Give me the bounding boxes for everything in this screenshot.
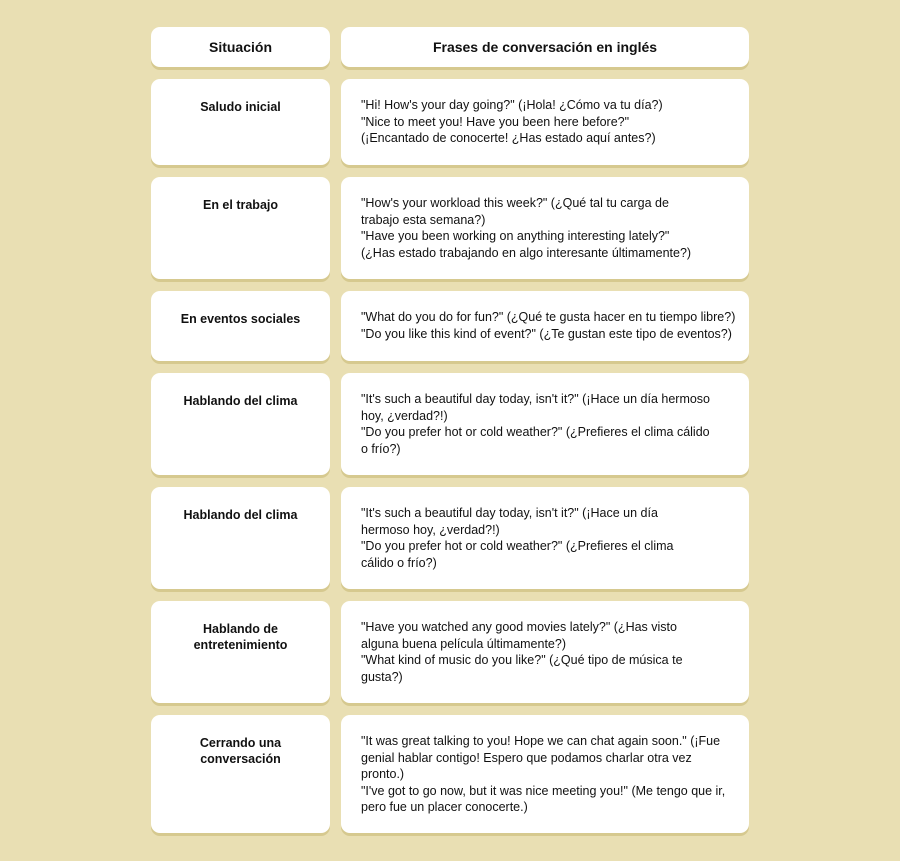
phrases-cell [341,487,749,589]
phrase-line: (¿Has estado trabajando en algo interesante últimamente?) [361,245,692,260]
header-phrases-label: Frases de conversación en inglés [432,39,658,55]
phrase-line: genial hablar contigo! Espero que podamos charlar otra vez [361,750,692,765]
situation-text: Hablando del clima [183,508,298,522]
situation-text: Cerrando una [199,736,282,750]
phrase-line: "Have you been working on anything interesting lately?" [361,229,670,243]
situation-text: En el trabajo [202,198,279,212]
phrase-line: "I've got to go now, but it was nice meeting you!" (Me tengo que ir, [361,783,726,798]
phrase-line: "It was great talking to you! Hope we can chat again soon." (¡Fue [361,734,721,748]
phrases-cell [341,177,749,279]
situation-cell [151,715,330,833]
situation-cell [151,373,330,475]
situation-text: Saludo inicial [200,100,281,114]
situation-cell [151,601,330,703]
situation-text: Hablando de [202,622,278,636]
situation-cell [151,291,330,361]
phrases-cell [341,601,749,703]
phrases-cell [341,715,749,833]
situation-cell [151,177,330,279]
phrase-line: "Do you prefer hot or cold weather?" (¿Prefieres el clima cálido [361,425,710,439]
phrase-line: hoy, ¿verdad?!) [361,408,448,423]
phrase-line: pero fue un placer conocerte.) [361,800,528,814]
header-phrases [341,27,749,67]
phrase-line: hermoso hoy, ¿verdad?!) [361,522,500,537]
situation-text: Hablando del clima [183,394,298,408]
phrase-line: gusta?) [361,669,403,684]
phrase-line: (¡Encantado de conocerte! ¿Has estado aquí antes?) [361,131,656,145]
phrase-line: trabajo esta semana?) [361,212,486,227]
situation-cell [151,487,330,589]
phrase-line: "It's such a beautiful day today, isn't it?" (¡Hace un día hermoso [361,392,711,406]
phrase-line: "What kind of music do you like?" (¿Qué tipo de música te [361,653,683,667]
phrase-line: "Do you prefer hot or cold weather?" (¿Prefieres el clima [361,539,674,553]
header-situation [151,27,330,67]
phrase-line: "What do you do for fun?" (¿Qué te gusta hacer en tu tiempo libre?) [361,310,736,324]
situation-text: entretenimiento [193,638,288,652]
phrases-cell [341,291,749,361]
situation-text: En eventos sociales [180,312,301,326]
phrases-cell [341,79,749,165]
phrase-line: "How's your workload this week?" (¿Qué tal tu carga de [361,196,669,210]
situation-text: conversación [200,752,281,766]
phrase-line: "Have you watched any good movies lately?" (¿Has visto [361,620,677,634]
phrase-line: cálido o frío?) [361,555,437,570]
situation-cell [151,79,330,165]
phrase-line: "Nice to meet you! Have you been here before?" [361,114,630,129]
phrase-line: "Hi! How's your day going?" (¡Hola! ¿Cómo va tu día?) [361,98,663,112]
phrase-line: "Do you like this kind of event?" (¿Te gustan este tipo de eventos?) [361,326,732,341]
phrase-line: "It's such a beautiful day today, isn't it?" (¡Hace un día [361,506,658,520]
header-situation-label: Situación [208,39,272,55]
phrase-line: pronto.) [361,767,405,781]
phrase-line: o frío?) [361,441,401,456]
phrases-cell [341,373,749,475]
phrase-line: alguna buena película últimamente?) [361,636,566,651]
